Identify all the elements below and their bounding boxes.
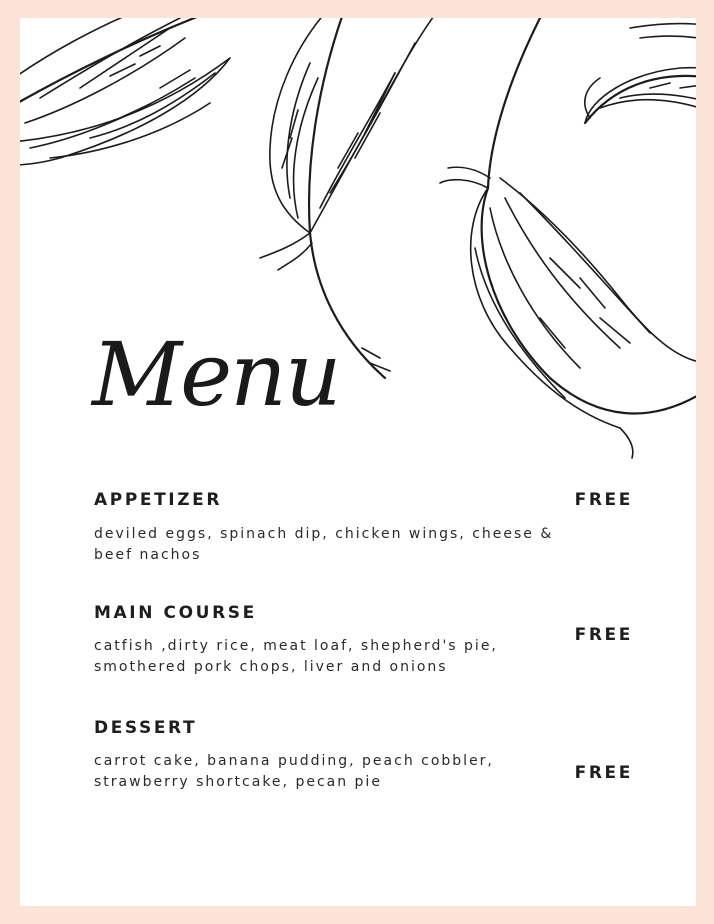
feather-right-icon: [440, 18, 696, 458]
section-description-main-course: catfish ,dirty rice, meat loaf, shepherd's pie, smothered pork chops, liver and onions: [94, 638, 498, 675]
section-heading-main-course: MAIN COURSE: [94, 603, 257, 623]
price-dessert: FREE: [574, 763, 633, 783]
price-appetizer: FREE: [574, 490, 633, 510]
section-heading-dessert: DESSERT: [94, 718, 198, 738]
feather-top-right-icon: [585, 24, 696, 128]
menu-title: Menu: [92, 323, 340, 426]
price-main-course: FREE: [574, 625, 633, 645]
section-heading-appetizer: APPETIZER: [94, 490, 223, 510]
menu-card: [20, 18, 696, 906]
section-description-appetizer: deviled eggs, spinach dip, chicken wings, cheese & beef nachos: [94, 526, 554, 563]
feather-left-icon: [20, 18, 230, 165]
section-description-dessert: carrot cake, banana pudding, peach cobbler, strawberry shortcake, pecan pie: [94, 753, 494, 790]
